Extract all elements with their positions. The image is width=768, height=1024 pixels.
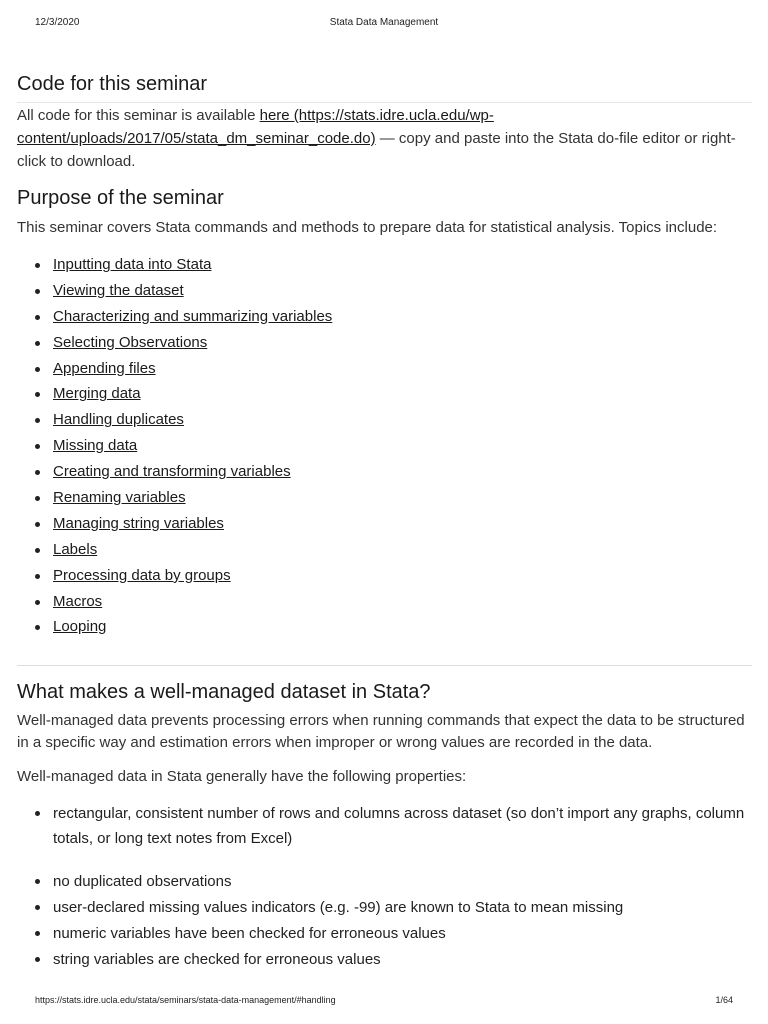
topic-link-processing-by-groups[interactable]: Processing data by groups bbox=[53, 566, 231, 584]
code-paragraph bbox=[17, 104, 752, 173]
topic-item bbox=[17, 512, 332, 538]
topic-item bbox=[17, 538, 332, 564]
topic-link-selecting-observations[interactable]: Selecting Observations bbox=[53, 333, 208, 351]
topic-link-viewing-dataset[interactable]: Viewing the dataset bbox=[53, 281, 184, 299]
print-date: 12/3/2020 bbox=[35, 17, 80, 28]
well-managed-paragraph-1: Well-managed data prevents processing errors when running commands that expect the data to be structured in a specific way and estimation errors when improper or wrong values are recorded in the data. bbox=[17, 712, 745, 751]
topic-item bbox=[17, 460, 332, 486]
print-header bbox=[0, 17, 768, 31]
property-item: no duplicated observations bbox=[17, 869, 752, 895]
print-footer-url: https://stats.idre.ucla.edu/stata/seminars/stata-data-management/#handling bbox=[35, 995, 336, 1005]
print-title: Stata Data Management bbox=[329, 17, 439, 28]
code-text-after: — copy and paste into the Stata do-file editor or right-click to download. bbox=[17, 130, 736, 170]
topic-link-macros[interactable]: Macros bbox=[53, 592, 103, 610]
topic-item bbox=[17, 434, 332, 460]
topic-item bbox=[17, 357, 332, 383]
topic-item bbox=[17, 615, 332, 641]
topic-link-looping[interactable]: Looping bbox=[53, 618, 107, 636]
well-managed-paragraph-2: Well-managed data in Stata generally have the following properties: bbox=[17, 768, 467, 785]
topic-link-handling-duplicates[interactable]: Handling duplicates bbox=[53, 411, 184, 429]
topic-item bbox=[17, 331, 332, 357]
heading-code-for-seminar: Code for this seminar bbox=[17, 73, 208, 95]
property-item: user-declared missing values indicators (e.g. -99) are known to Stata to mean missing bbox=[17, 895, 752, 921]
topic-link-merging-data[interactable]: Merging data bbox=[53, 385, 141, 403]
topic-link-characterizing-variables[interactable]: Characterizing and summarizing variables bbox=[53, 307, 333, 325]
code-text-before: All code for this seminar is available bbox=[17, 107, 260, 124]
topic-item bbox=[17, 382, 332, 408]
topic-item bbox=[17, 590, 332, 616]
heading-underline bbox=[17, 102, 752, 103]
print-page-number: 1/64 bbox=[715, 995, 733, 1005]
topic-link-string-variables[interactable]: Managing string variables bbox=[53, 514, 224, 532]
topic-link-renaming-variables[interactable]: Renaming variables bbox=[53, 489, 186, 507]
topics-list bbox=[17, 253, 332, 641]
section-divider bbox=[17, 665, 752, 666]
topic-link-missing-data[interactable]: Missing data bbox=[53, 437, 138, 455]
property-item-cut-off: string variables are checked for erroneous values bbox=[17, 947, 752, 957]
topic-link-creating-transforming[interactable]: Creating and transforming variables bbox=[53, 463, 291, 481]
property-item: rectangular, consistent number of rows and columns across dataset (so don’t import any graphs, column totals, or long text notes from Excel) bbox=[17, 801, 752, 851]
properties-list bbox=[17, 801, 752, 968]
topic-link-appending-files[interactable]: Appending files bbox=[53, 359, 156, 377]
heading-purpose: Purpose of the seminar bbox=[17, 187, 224, 209]
print-footer bbox=[0, 995, 768, 1009]
topic-item bbox=[17, 305, 332, 331]
topic-link-labels[interactable]: Labels bbox=[53, 540, 98, 558]
purpose-intro: This seminar covers Stata commands and methods to prepare data for statistical analysis. Topics include: bbox=[17, 219, 718, 236]
code-download-link[interactable]: here (https://stats.idre.ucla.edu/wp-content/uploads/2017/05/stata_dm_seminar_code.do) bbox=[17, 107, 494, 147]
topic-item bbox=[17, 486, 332, 512]
heading-well-managed: What makes a well-managed dataset in Stata? bbox=[17, 681, 431, 703]
topic-link-inputting-data[interactable]: Inputting data into Stata bbox=[53, 256, 212, 273]
topic-item bbox=[17, 408, 332, 434]
topic-item bbox=[17, 279, 332, 305]
property-item: numeric variables have been checked for erroneous values bbox=[17, 921, 752, 947]
topic-item bbox=[17, 564, 332, 590]
topic-item bbox=[17, 253, 332, 279]
